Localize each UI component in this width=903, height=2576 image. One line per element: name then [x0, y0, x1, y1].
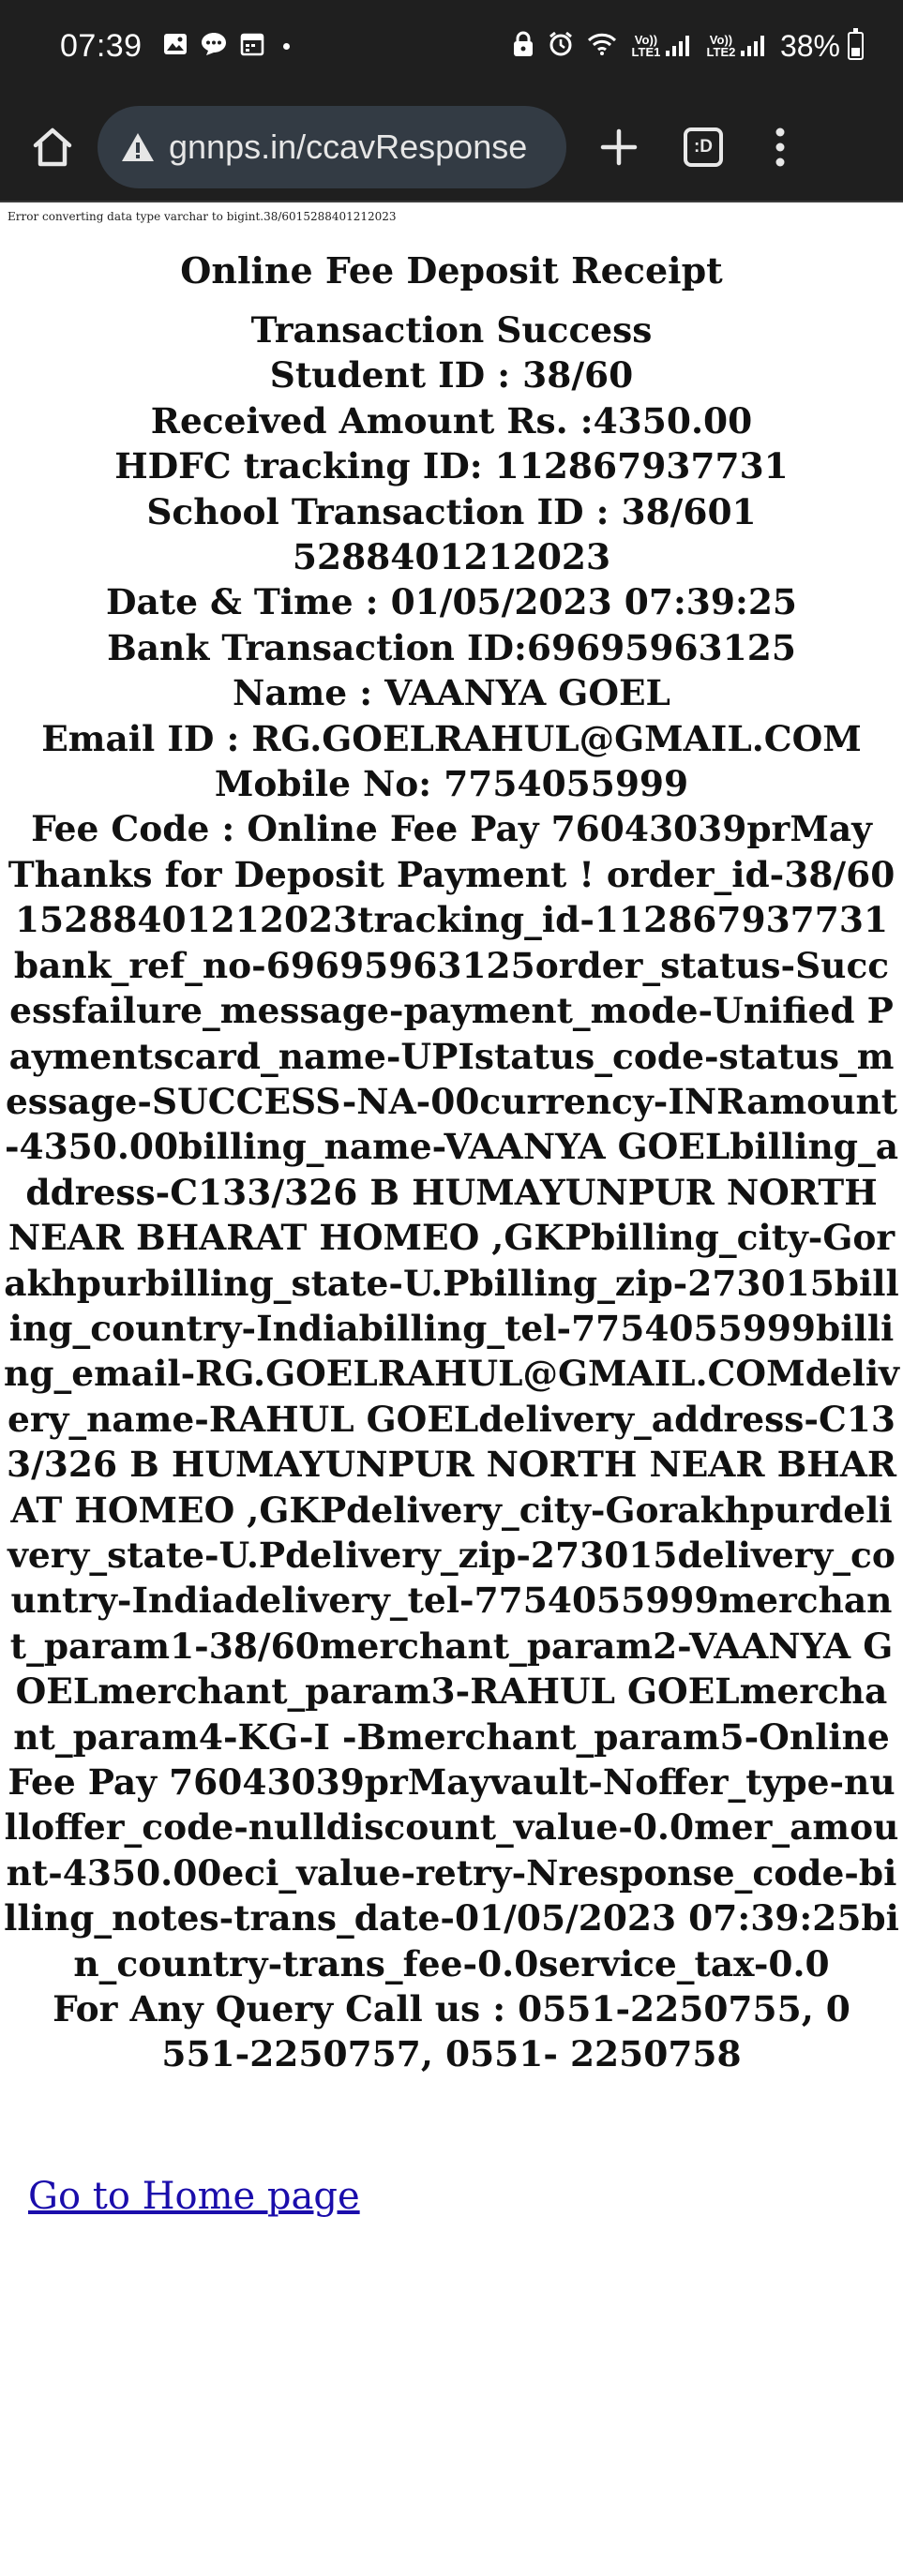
hdfc-tracking-id: HDFC tracking ID: 112867937731 [114, 445, 789, 487]
sim2-lte-label: Vo)) LTE2 [706, 33, 736, 59]
plus-icon [600, 128, 638, 166]
alarm-icon [548, 31, 574, 62]
home-page-link[interactable]: Go to Home page [28, 2174, 360, 2218]
query-contact: For Any Query Call us : 0551-2250755, 0551-2250757, 0551- 2250758 [53, 1988, 850, 2075]
page-title: Online Fee Deposit Receipt [180, 249, 723, 292]
school-transaction-id: School Transaction ID : 38/6015288401212023 [146, 490, 757, 578]
wifi-icon [587, 32, 617, 61]
student-id: Student ID : 38/60 [269, 354, 634, 397]
sim1-signal-icon [666, 36, 692, 56]
transaction-status: Transaction Success [250, 309, 653, 351]
bank-transaction-id: Bank Transaction ID:69695963125 [107, 626, 796, 668]
sim1-lte-label: Vo)) LTE1 [631, 33, 661, 59]
home-button[interactable] [19, 113, 86, 181]
home-icon [31, 127, 74, 168]
response-dump: Thanks for Deposit Payment ! order_id-38/6015288401212023tracking_id-112867937731bank_ref_no-69695963125order_status-Successfailure_message-payment_mode-Unified Paymentscard_name-UPIstatus_code-status_message-SUCCESS-NA-00currency-INRamount-4350.00billing_name-VAANYA GOELbilling_address-C133/326 B HUMAYUNPUR NORTH NEAR BHARAT HOMEO ,GKPbilling_city-Gorakhpurbilling_state-U.Pbilling_zip-273015billing_country-Indiabilling_tel-7754055999billing_email-RG.GOELRAHUL@GMAIL.COMdelivery_name-RAHUL GOELdelivery_address-C133/326 B HUMAYUNPUR NORTH NEAR BHARAT HOMEO ,GKPdelivery_city-Gorakhpurdelivery_state-U.Pdelivery_zip-273015delivery_country-Indiadelivery_tel-7754055999merchant_param1-38/60merchant_param2-VAANYA GOELmerchant_param3-RAHUL GOELmerchant_param4-KG-I -Bmerchant_param5-Online Fee Pay 76043039prMayvault-Noffer_type-nulloffer_code-nulldiscount_value-0.0mer_amount-4350.00eci_value-retry-Nresponse_code-billing_notes-trans_date-01/05/2023 07:39:25bin_country-trans_fee-0.0service_tax-0.0 [4, 853, 899, 1984]
student-name: Name : VAANYA GOEL [233, 672, 670, 714]
received-amount: Received Amount Rs. :4350.00 [150, 399, 753, 442]
fee-code: Fee Code : Online Fee Pay 76043039prMay [31, 808, 872, 850]
status-time: 07:39 [60, 27, 143, 64]
browser-toolbar [0, 92, 903, 202]
warning-icon [120, 131, 156, 163]
address-bar[interactable] [98, 106, 566, 188]
page-content [0, 210, 903, 2218]
tab-count: :D [684, 127, 723, 167]
more-vert-icon [775, 127, 786, 168]
status-right [512, 29, 864, 64]
battery-percent: 38% [779, 28, 840, 63]
email-id: Email ID : RG.GOELRAHUL@GMAIL.COM [41, 717, 862, 759]
calendar-icon [240, 32, 264, 61]
gallery-icon [163, 33, 188, 60]
chat-icon [201, 32, 227, 61]
mobile-no: Mobile No: 7754055999 [214, 763, 689, 805]
lock-icon [512, 31, 534, 62]
notification-dot-icon [283, 43, 290, 50]
url-text[interactable]: gnnps.in/ccavResponse [169, 127, 528, 166]
tab-switcher-button[interactable] [670, 113, 737, 181]
error-message: Error converting data type varchar to bigint.38/6015288401212023 [8, 210, 397, 223]
battery-icon [848, 32, 864, 60]
receipt-details [0, 307, 903, 2077]
status-left [60, 28, 290, 65]
menu-button[interactable] [746, 113, 814, 181]
date-time: Date & Time : 01/05/2023 07:39:25 [105, 581, 798, 623]
status-bar [0, 0, 903, 92]
new-tab-button[interactable] [585, 113, 653, 181]
sim2-signal-icon [741, 36, 767, 56]
